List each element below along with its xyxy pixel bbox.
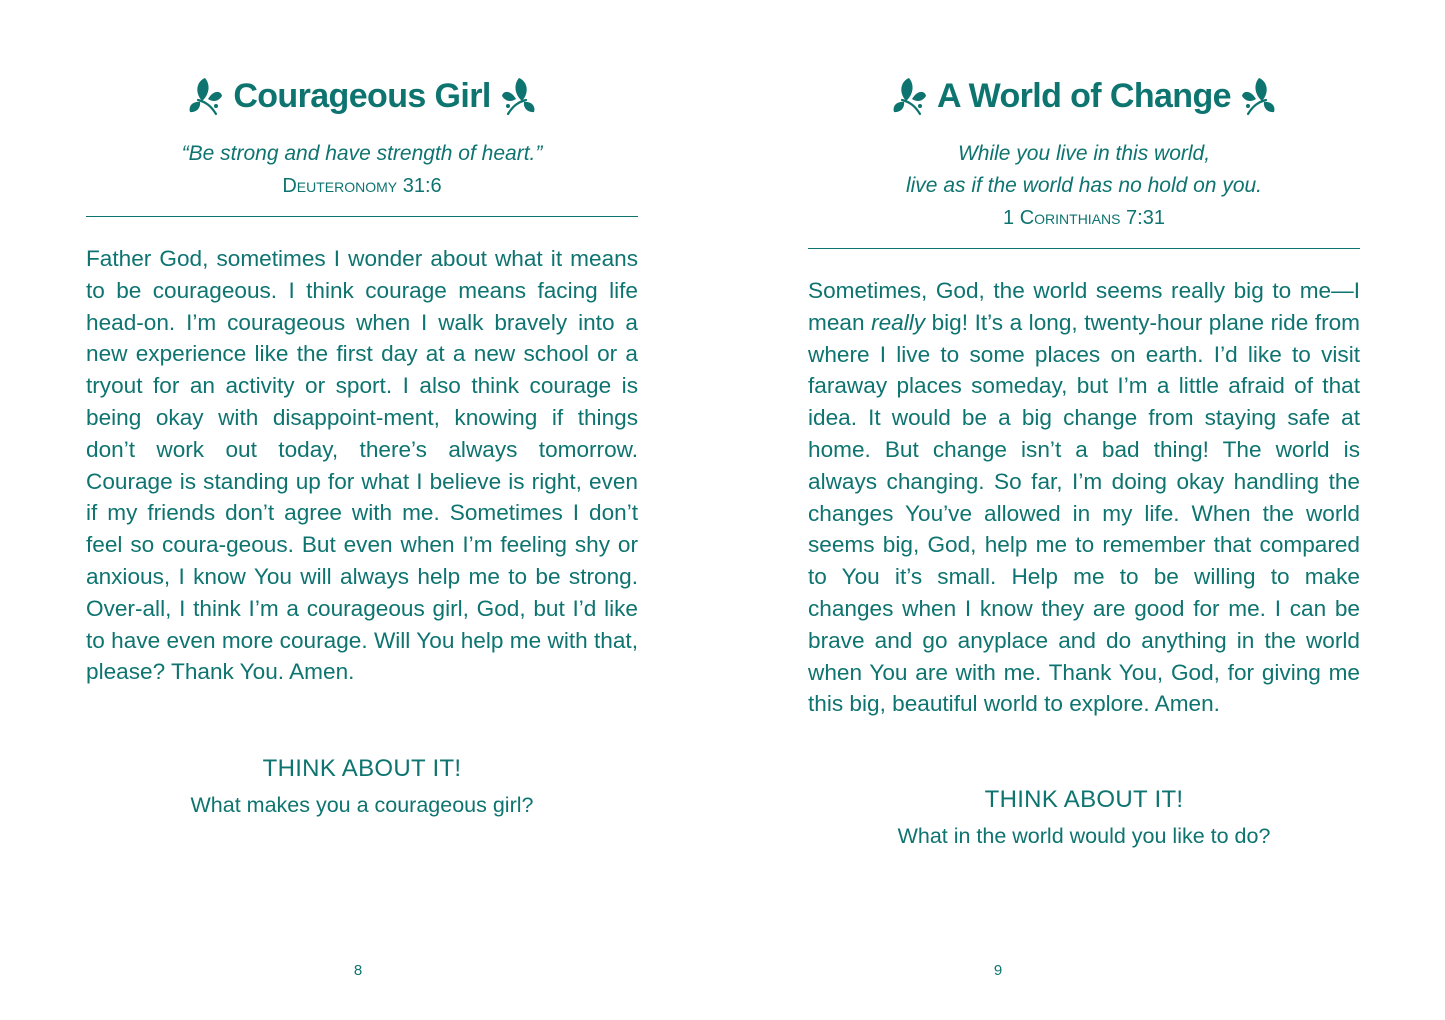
leaf-sprig-icon [1241, 76, 1275, 116]
prayer-body: Father God, sometimes I wonder about what it means to be courageous. I think courage means facing life head-on. I’m courageous when I walk bravely into a new experience like the first day at a new school or a tryout for an activity or sport. I also think courage is being okay with disappoint-ment, knowing if things don’t work out today, there’s always tomorrow. Courage is standing up for what I believe is right, even if my friends don’t agree with me. Sometimes I don’t feel so coura-geous. But even when I’m feeling shy or anxious, I know You will always help me to be strong. Over-all, I think I’m a courageous girl, God, but I’d like to have even more courage. Will You help me with that, please? Thank You. Amen. [86, 246, 638, 685]
scripture-reference: Deuteronomy 31:6 [282, 175, 442, 197]
page-title: A World of Change [937, 77, 1231, 115]
leaf-sprig-icon [501, 76, 535, 116]
divider-rule [808, 248, 1360, 249]
page-number: 8 [353, 962, 363, 979]
right-title-row [808, 72, 1360, 120]
page-title: Courageous Girl [233, 77, 491, 115]
divider-rule [86, 216, 638, 217]
scripture-verse: “Be strong and have strength of heart.” [181, 142, 543, 165]
page-number: 9 [993, 962, 1003, 979]
think-about-it-heading: THINK ABOUT IT! [262, 755, 462, 782]
leaf-sprig-icon [893, 76, 927, 116]
left-title-row [86, 72, 638, 120]
prayer-body [808, 275, 1360, 720]
scripture-verse-line1: While you live in this world, [957, 142, 1211, 165]
right-page [808, 0, 1360, 1020]
think-about-it-question: What makes you a courageous girl? [190, 793, 534, 817]
think-about-it-heading: THINK ABOUT IT! [984, 786, 1184, 813]
prayer-body-part2: big! It’s a long, twenty-hour plane ride from where I live to some places on earth. I’d like to visit faraway places someday, but I’m a little afraid of that idea. It would be a big change from staying safe at home. But change isn’t a bad thing! The world is always changing. So far, I’m doing okay handling the changes You’ve allowed in my life. When the world seems big, God, help me to remember that compared to You it’s small. Help me to be willing to make changes when I know they are good for me. I can be brave and go anyplace and do anything in the world when You are with me. Thank You, God, for giving me this big, beautiful world to explore. Amen. [808, 309, 1361, 717]
leaf-sprig-icon [189, 76, 223, 116]
think-about-it-question: What in the world would you like to do? [897, 824, 1271, 848]
scripture-verse-line2: live as if the world has no hold on you. [905, 174, 1263, 197]
prayer-body-part1: Sometimes, God, the world seems really big to me—I mean [808, 278, 1360, 335]
left-page [86, 0, 638, 1020]
prayer-body-emphasis: really [871, 309, 926, 335]
scripture-reference: 1 Corinthians 7:31 [1003, 207, 1165, 229]
